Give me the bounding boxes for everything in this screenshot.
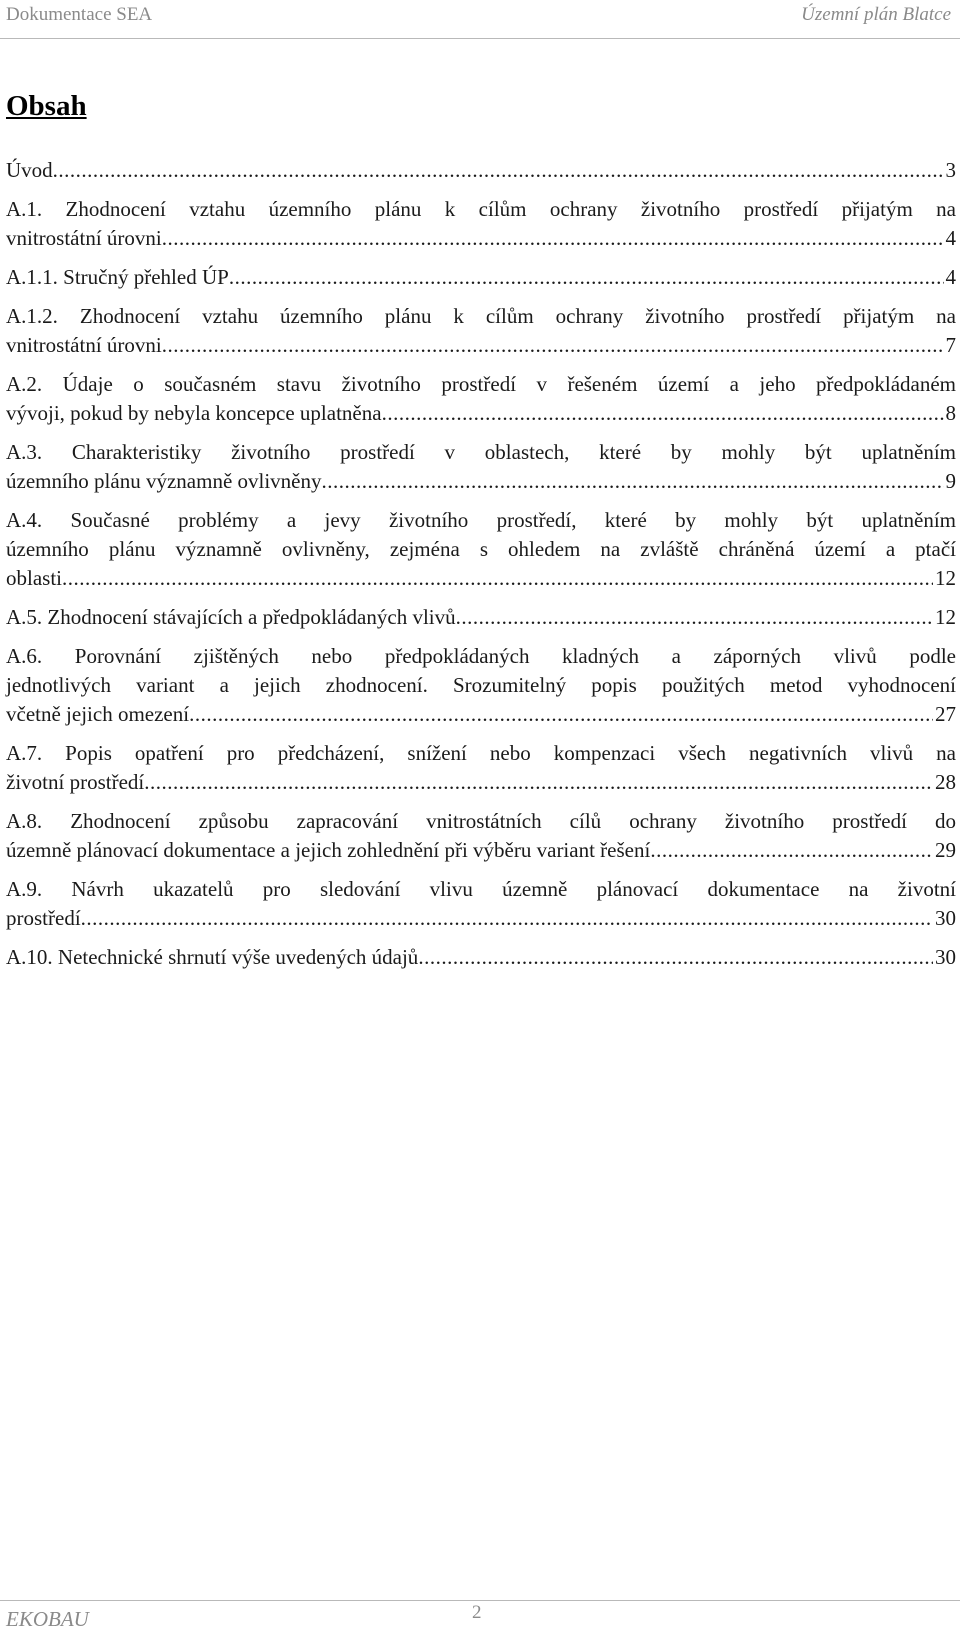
toc-entry[interactable]	[6, 642, 956, 729]
toc-entry[interactable]	[6, 156, 956, 185]
toc-entry-last-line	[6, 467, 956, 496]
toc-entry-text-line: A.9. Návrh ukazatelů pro sledování vlivu územně plánovací dokumentace na životní	[6, 877, 956, 901]
toc-page-number: 4	[945, 265, 956, 289]
toc-entry[interactable]	[6, 739, 956, 797]
toc-entry-text-line: A.1. Zhodnocení vztahu územního plánu k cílům ochrany životního prostředí přijatým na	[6, 197, 956, 221]
toc-page-number: 12	[935, 605, 956, 629]
toc-entry-text-line: A.3. Charakteristiky životního prostředí v oblastech, které by mohly být uplatněním	[6, 440, 956, 464]
toc-page-number: 8	[945, 401, 956, 425]
dot-leader	[162, 224, 944, 253]
toc-entry[interactable]	[6, 263, 956, 292]
toc-entry-last-line	[6, 156, 956, 185]
toc-entry-text-line: A.1.2. Zhodnocení vztahu územního plánu k cílům ochrany životního prostředí přijatým na	[6, 304, 956, 328]
dot-leader	[456, 603, 933, 632]
toc-entry-text: vývoji, pokud by nebyla koncepce uplatněna	[6, 401, 382, 425]
toc-entry-text: vnitrostátní úrovni	[6, 226, 162, 250]
header-project-name: Územní plán Blatce	[801, 4, 951, 25]
toc-entry[interactable]	[6, 438, 956, 496]
page-footer	[0, 1600, 960, 1635]
toc-page-number: 12	[935, 566, 956, 590]
toc-entry-text: včetně jejich omezení	[6, 702, 190, 726]
toc-entry-last-line	[6, 224, 956, 253]
toc-page-number: 30	[935, 906, 956, 930]
dot-leader	[162, 331, 944, 360]
toc-entry[interactable]	[6, 195, 956, 253]
dot-leader	[53, 156, 944, 185]
toc-entry-text: oblasti	[6, 566, 62, 590]
toc-page-number: 4	[945, 226, 956, 250]
toc-entry-last-line	[6, 836, 956, 865]
toc-entry-text: územně plánovací dokumentace a jejich zohlednění při výběru variant řešení	[6, 838, 651, 862]
toc-page-number: 3	[945, 158, 956, 182]
toc-entry-last-line	[6, 399, 956, 428]
toc-page-number: 28	[935, 770, 956, 794]
toc-entry-text-line: územního plánu významně ovlivněny, zejména s ohledem na zvláště chráněná území a ptačí	[6, 537, 956, 561]
page-header	[0, 0, 960, 39]
toc-entry[interactable]	[6, 875, 956, 933]
toc-entry-text-line: A.8. Zhodnocení způsobu zapracování vnitrostátních cílů ochrany životního prostředí do	[6, 809, 956, 833]
toc-entry-last-line	[6, 263, 956, 292]
dot-leader	[144, 768, 933, 797]
dot-leader	[650, 836, 933, 865]
toc-entry-text-line: jednotlivých variant a jejich zhodnocení. Srozumitelný popis použitých metod vyhodnocení	[6, 673, 956, 697]
toc-entry-text-line: A.4. Současné problémy a jevy životního prostředí, které by mohly být uplatněním	[6, 508, 956, 532]
toc-entry-text: A.1.1. Stručný přehled ÚP	[6, 265, 229, 289]
toc-entry-last-line	[6, 564, 956, 593]
header-document-type: Dokumentace SEA	[6, 4, 153, 25]
dot-leader	[62, 564, 933, 593]
toc-entry-text: A.5. Zhodnocení stávajících a předpokládaných vlivů	[6, 605, 456, 629]
toc-entry-text: Úvod	[6, 158, 53, 182]
toc-entry[interactable]	[6, 943, 956, 972]
toc-entry[interactable]	[6, 506, 956, 593]
toc-entry-last-line	[6, 331, 956, 360]
toc-entry-text: prostředí	[6, 906, 81, 930]
toc-entry-text-line: A.6. Porovnání zjištěných nebo předpokládaných kladných a záporných vlivů podle	[6, 644, 956, 668]
toc-entry-text-line: A.2. Údaje o současném stavu životního prostředí v řešeném území a jeho předpokládaném	[6, 372, 956, 396]
dot-leader	[322, 467, 944, 496]
toc-entry-last-line	[6, 603, 956, 632]
toc-title: Obsah	[6, 90, 87, 122]
dot-leader	[418, 943, 933, 972]
dot-leader	[189, 700, 933, 729]
toc-entry-text: územního plánu významně ovlivněny	[6, 469, 322, 493]
toc-page-number: 29	[935, 838, 956, 862]
toc-entry-last-line	[6, 768, 956, 797]
toc-entry-text: životní prostředí	[6, 770, 145, 794]
footer-page-number: 2	[472, 1602, 482, 1623]
dot-leader	[382, 399, 944, 428]
toc-entry-last-line	[6, 700, 956, 729]
toc-entry-last-line	[6, 904, 956, 933]
toc-page-number: 7	[945, 333, 956, 357]
table-of-contents	[6, 156, 956, 982]
toc-entry[interactable]	[6, 603, 956, 632]
toc-page-number: 27	[935, 702, 956, 726]
toc-entry-last-line	[6, 943, 956, 972]
toc-entry-text: vnitrostátní úrovni	[6, 333, 162, 357]
dot-leader	[81, 904, 933, 933]
toc-entry-text-line: A.7. Popis opatření pro předcházení, snížení nebo kompenzaci všech negativních vlivů na	[6, 741, 956, 765]
toc-page-number: 9	[945, 469, 956, 493]
toc-page-number: 30	[935, 945, 956, 969]
toc-entry-text: A.10. Netechnické shrnutí výše uvedených údajů	[6, 945, 419, 969]
toc-entry[interactable]	[6, 370, 956, 428]
toc-entry[interactable]	[6, 302, 956, 360]
toc-entry[interactable]	[6, 807, 956, 865]
dot-leader	[229, 263, 944, 292]
footer-company: EKOBAU	[6, 1607, 89, 1631]
